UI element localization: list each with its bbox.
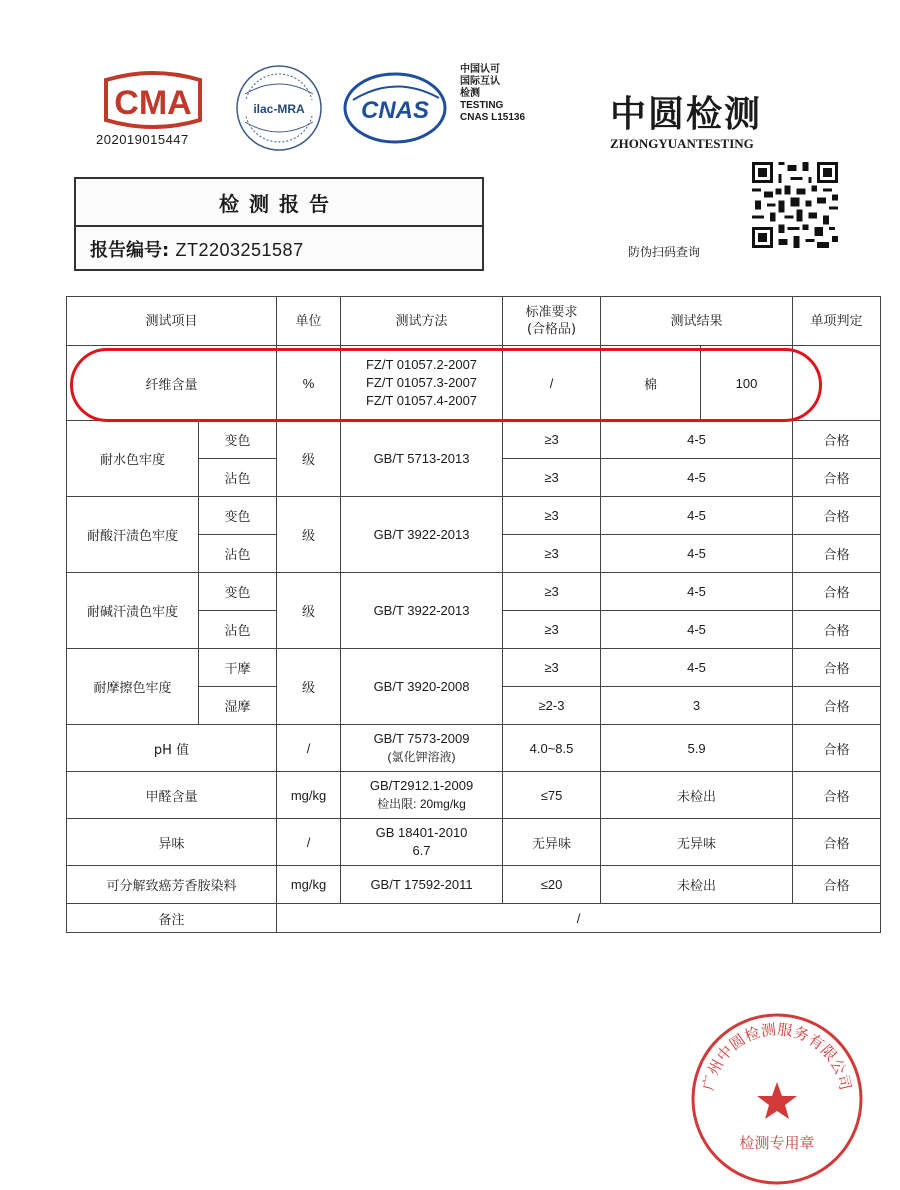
ph-method-line1: GB/T 7573-2009 (373, 731, 470, 746)
azo-jud: 合格 (793, 866, 881, 904)
stamp-subtext: 检测专用章 (739, 1134, 815, 1152)
ph-item: pH 值 (67, 725, 277, 772)
cnas-line: TESTING (460, 100, 504, 111)
ph-res: 5.9 (601, 725, 793, 772)
qr-label: 防伪扫码查询 (628, 245, 701, 259)
cnas-line: 国际互认 (460, 76, 500, 87)
alkali-method: GB/T 3922-2013 (341, 573, 503, 649)
azo-method: GB/T 17592-2011 (341, 866, 503, 904)
header-standard-line1: 标准要求 (525, 305, 578, 320)
official-stamp (688, 1010, 866, 1188)
formaldehyde-method-line1: GB/T2912.1-2009 (369, 778, 474, 793)
odor-method-line1: GB 18401-2010 (375, 825, 468, 840)
water-res2: 4-5 (601, 459, 793, 497)
svg-text:ilac-MRA: ilac-MRA (253, 102, 305, 116)
odor-method-line2: 6.7 (412, 843, 431, 858)
alkali-req2: ≥3 (503, 611, 601, 649)
odor-unit: / (277, 819, 341, 866)
cnas-accreditation-text (460, 64, 570, 124)
remark-label: 备注 (67, 904, 277, 933)
fiber-result-value: 100 (701, 346, 793, 421)
water-sub1: 变色 (199, 421, 277, 459)
rub-res2: 3 (601, 687, 793, 725)
water-sub2: 沾色 (199, 459, 277, 497)
acid-jud2: 合格 (793, 535, 881, 573)
acid-sub2: 沾色 (199, 535, 277, 573)
alkali-jud2: 合格 (793, 611, 881, 649)
ph-unit: / (277, 725, 341, 772)
report-title: 检测报告 (74, 179, 484, 227)
acid-sub1: 变色 (199, 497, 277, 535)
highlight-oval (70, 348, 822, 422)
formaldehyde-item: 甲醛含量 (67, 772, 277, 819)
acid-method: GB/T 3922-2013 (341, 497, 503, 573)
report-number-value: ZT2203251587 (175, 240, 304, 260)
rub-method: GB/T 3920-2008 (341, 649, 503, 725)
water-jud2: 合格 (793, 459, 881, 497)
ph-method (341, 725, 503, 772)
ph-req: 4.0~8.5 (503, 725, 601, 772)
cma-logo (98, 70, 208, 130)
alkali-sub1: 变色 (199, 573, 277, 611)
azo-req: ≤20 (503, 866, 601, 904)
header-method: 测试方法 (341, 297, 503, 346)
table-row-formaldehyde (67, 772, 881, 819)
rub-unit: 级 (277, 649, 341, 725)
table-header-row (67, 297, 881, 346)
formaldehyde-method (341, 772, 503, 819)
report-number-label: 报告编号: (90, 240, 170, 261)
table-row-alkali-1 (67, 573, 881, 611)
azo-unit: mg/kg (277, 866, 341, 904)
table-row-remark (67, 904, 881, 933)
alkali-jud1: 合格 (793, 573, 881, 611)
svg-text:广州中圆检测服务有限公司 (699, 1020, 854, 1092)
fiber-unit: % (277, 346, 341, 421)
ph-jud: 合格 (793, 725, 881, 772)
odor-item: 异味 (67, 819, 277, 866)
acid-res1: 4-5 (601, 497, 793, 535)
acid-req2: ≥3 (503, 535, 601, 573)
azo-res: 未检出 (601, 866, 793, 904)
table-row-azo (67, 866, 881, 904)
acid-res2: 4-5 (601, 535, 793, 573)
fiber-result-name: 棉 (601, 346, 701, 421)
fiber-method-3: FZ/T 01057.4-2007 (365, 393, 478, 408)
header-standard-line2: (合格品) (526, 322, 577, 337)
cma-number: 202019015447 (96, 132, 189, 147)
odor-method (341, 819, 503, 866)
odor-res: 无异味 (601, 819, 793, 866)
formaldehyde-jud: 合格 (793, 772, 881, 819)
water-res1: 4-5 (601, 421, 793, 459)
fiber-item: 纤维含量 (67, 346, 277, 421)
odor-jud: 合格 (793, 819, 881, 866)
water-method: GB/T 5713-2013 (341, 421, 503, 497)
water-item: 耐水色牢度 (67, 421, 199, 497)
cnas-line: 中国认可 (460, 64, 500, 75)
table-row-water-1 (67, 421, 881, 459)
table-row-ph (67, 725, 881, 772)
brand-name-cn: 中圆检测 (610, 93, 763, 135)
report-number (90, 236, 304, 262)
remark-value: / (277, 904, 881, 933)
ph-method-line2: (氯化钾溶液) (387, 750, 456, 764)
water-jud1: 合格 (793, 421, 881, 459)
table-row-acid-1 (67, 497, 881, 535)
header-judgement: 单项判定 (793, 297, 881, 346)
rub-req1: ≥3 (503, 649, 601, 687)
ilac-mra-logo (232, 64, 326, 152)
rub-sub2: 湿摩 (199, 687, 277, 725)
acid-req1: ≥3 (503, 497, 601, 535)
alkali-req1: ≥3 (503, 573, 601, 611)
table-row-rub-1 (67, 649, 881, 687)
formaldehyde-method-line2: 检出限: 20mg/kg (377, 797, 466, 811)
header-standard (503, 297, 601, 346)
header-result: 测试结果 (601, 297, 793, 346)
formaldehyde-res: 未检出 (601, 772, 793, 819)
rub-jud1: 合格 (793, 649, 881, 687)
fiber-method-2: FZ/T 01057.3-2007 (365, 375, 478, 390)
azo-item: 可分解致癌芳香胺染料 (67, 866, 277, 904)
odor-req: 无异味 (503, 819, 601, 866)
alkali-unit: 级 (277, 573, 341, 649)
alkali-sub2: 沾色 (199, 611, 277, 649)
alkali-res1: 4-5 (601, 573, 793, 611)
header-unit: 单位 (277, 297, 341, 346)
formaldehyde-unit: mg/kg (277, 772, 341, 819)
rub-item: 耐摩擦色牢度 (67, 649, 199, 725)
cnas-line: 检测 (460, 88, 480, 99)
alkali-res2: 4-5 (601, 611, 793, 649)
water-req1: ≥3 (503, 421, 601, 459)
svg-text:CNAS: CNAS (360, 97, 430, 124)
water-req2: ≥3 (503, 459, 601, 497)
brand-name-en: ZHONGYUANTESTING (610, 136, 754, 151)
qr-code-icon[interactable] (752, 162, 838, 248)
cnas-logo (343, 70, 447, 146)
water-unit: 级 (277, 421, 341, 497)
formaldehyde-req: ≤75 (503, 772, 601, 819)
fiber-method-1: FZ/T 01057.2-2007 (365, 357, 478, 372)
rub-res1: 4-5 (601, 649, 793, 687)
svg-text:CMA: CMA (114, 84, 192, 122)
cnas-line: CNAS L15136 (460, 112, 526, 123)
acid-jud1: 合格 (793, 497, 881, 535)
rub-req2: ≥2-3 (503, 687, 601, 725)
acid-unit: 级 (277, 497, 341, 573)
stamp-arc-text: 广州中圆检测服务有限公司 (699, 1020, 855, 1093)
alkali-item: 耐碱汗渍色牢度 (67, 573, 199, 649)
rub-sub1: 干摩 (199, 649, 277, 687)
acid-item: 耐酸汗渍色牢度 (67, 497, 199, 573)
fiber-standard: / (503, 346, 601, 421)
table-row-odor (67, 819, 881, 866)
rub-jud2: 合格 (793, 687, 881, 725)
header-item: 测试项目 (67, 297, 277, 346)
